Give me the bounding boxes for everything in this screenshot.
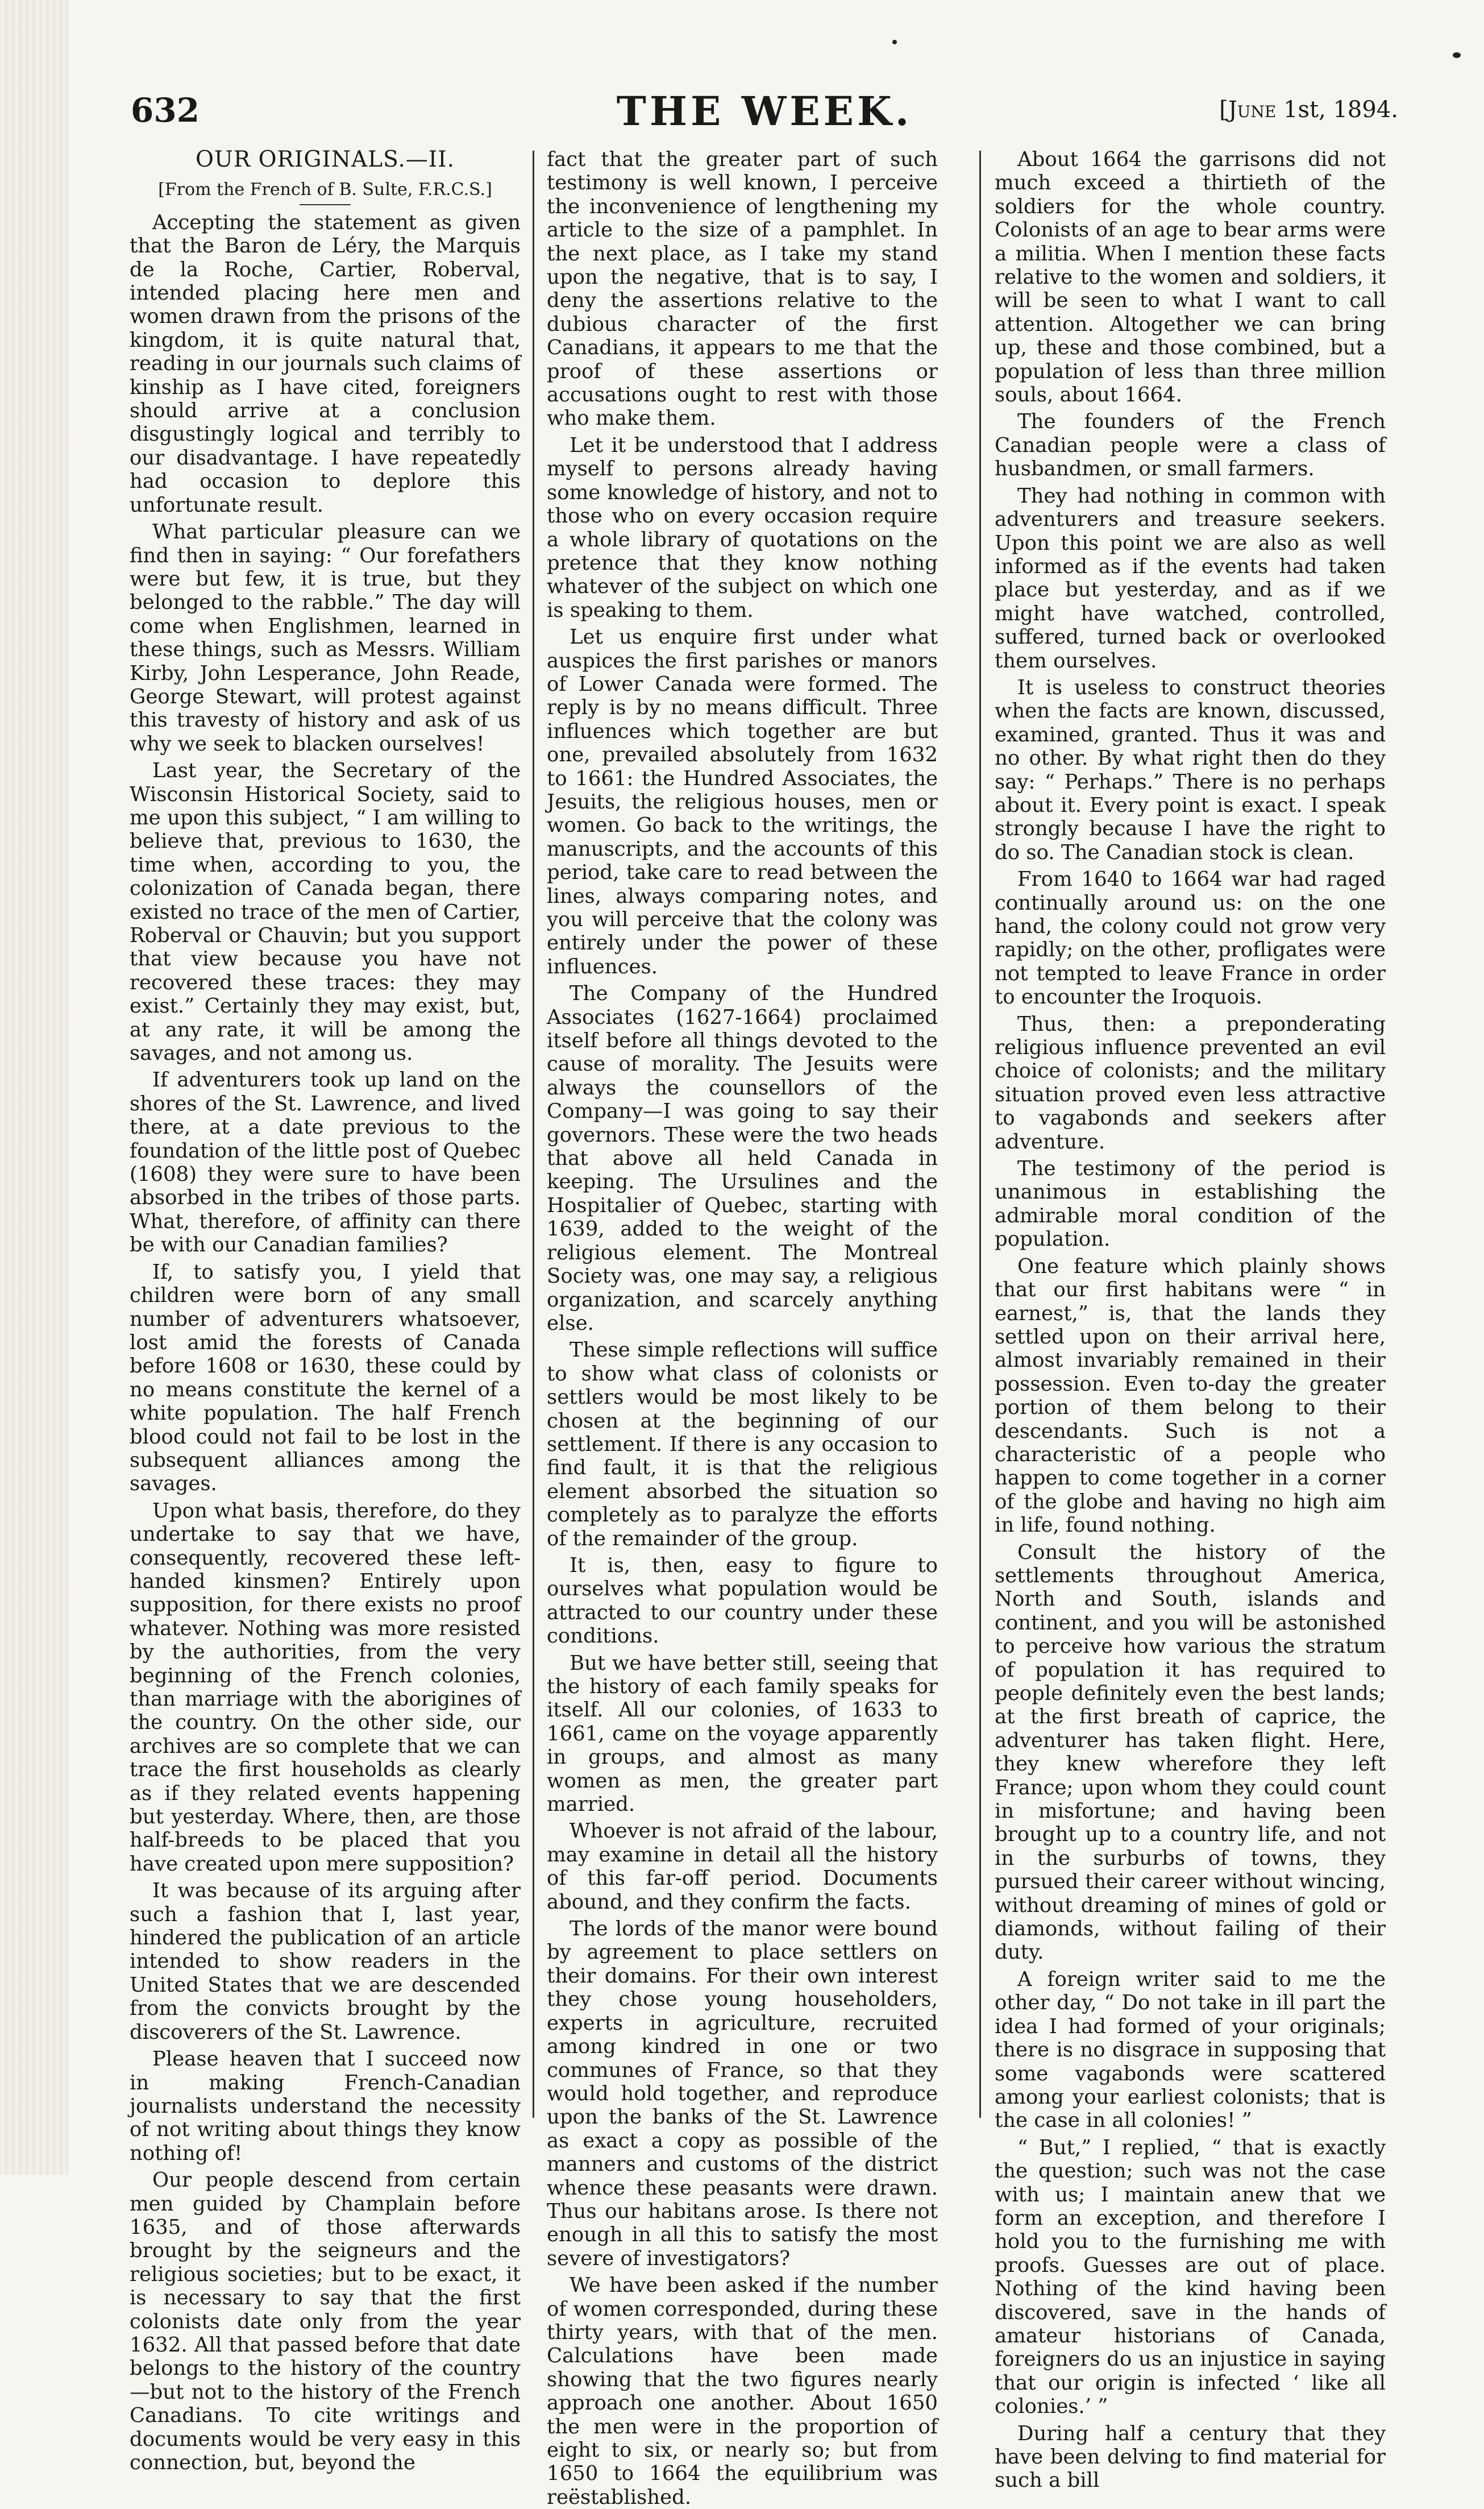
paragraph: The lords of the manor were bound by agreement to place settlers on their domains. For their own interest they chose young householders, experts in agriculture, recruited among kindred in one or two communes of France, so that they would hold together, and reproduce upon the banks of the St. Lawrence as exact a copy as possible of the manners and customs of the district whence these peasants were drawn. Thus our habitans arose. Is there not enough in all this to satisfy the most severe of investigators? <box>547 1917 938 2270</box>
issue-date-month: [June <box>1219 97 1277 123</box>
column-rule <box>533 151 534 2118</box>
paragraph: Thus, then: a preponderating religious influence prevented an evil choice of colonists; and the military situation proved even less attractive to vagabonds and seekers after adventure. <box>995 1012 1386 1154</box>
paragraph: What particular pleasure can we find then in saying: “ Our forefathers were but few, it is true, but they belonged to the rabble.” The day will come when Englishmen, learned in these things, such as Messrs. William Kirby, John Lesperance, John Reade, George Stewart, will protest against this travesty of history and ask of us why we seek to blacken ourselves! <box>130 520 521 756</box>
paragraph: Accepting the statement as given that the Baron de Léry, the Marquis de la Roche, Cartier, Roberval, intended placing here men and women drawn from the prisons of the kingdom, it is quite natural that, reading in our journals such claims of kinship as I have cited, foreigners should arrive at a conclusion disgustingly logical and terribly to our disadvantage. I have repeatedly had occasion to deplore this unfortunate result. <box>130 210 521 517</box>
paragraph: If, to satisfy you, I yield that children were born of any small number of adventurers whatsoever, lost amid the forests of Canada before 1608 or 1630, these could by no means constitute the kernel of a white population. The half French blood could not fail to be lost in the subsequent alliances among the savages. <box>130 1260 521 1496</box>
column-rule <box>979 151 981 2118</box>
paragraph: A foreign writer said to me the other day, “ Do not take in ill part the idea I had formed of your originals; there is no disgrace in supposing that some vagabonds were scattered among your earliest colonists; that is the case in all colonies! ” <box>995 1967 1386 2133</box>
text-column-3 <box>995 148 1386 2493</box>
paragraph: We have been asked if the number of women corresponded, during these thirty years, with that of the men. Calculations have been made showing that the two figures nearly approach one another. About 1650 the men were in the proportion of eight to six, or nearly so; but from 1650 to 1664 the equilibrium was reëstablished. <box>547 2274 938 2509</box>
title-divider <box>300 204 351 205</box>
paragraph: About 1664 the garrisons did not much exceed a thirtieth of the soldiers for the whole country. Colonists of an age to bear arms were a militia. When I mention these facts relative to the women and soldiers, it will be seen to what I want to call attention. Altogether we can bring up, these and those combined, but a population of less than three million souls, about 1664. <box>995 148 1386 407</box>
paragraph: fact that the greater part of such testimony is well known, I perceive the inconvenience of lengthening my article to the size of a pamphlet. In the next place, as I take my stand upon the negative, that is to say, I deny the assertions relative to the dubious character of the first Canadians, it appears to me that the proof of these assertions or accusations ought to rest with those who make them. <box>547 148 938 430</box>
paragraph: Our people descend from certain men guided by Champlain before 1635, and of those afterwards brought by the seigneurs and the religious societies; but to be exact, it is necessary to say that the first colonists date only from the year 1632. All that passed before that date belongs to the history of the country—but not to the history of the French Canadians. To cite writings and documents would be very easy in this connection, but, beyond the <box>130 2168 521 2474</box>
paragraph: These simple reflections will suffice to show what class of colonists or settlers would be most likely to be chosen at the beginning of our settlement. If there is any occasion to find fault, it is that the religious element absorbed the situation so completely as to paralyze the efforts of the remainder of the group. <box>547 1338 938 1550</box>
paragraph: But we have better still, seeing that the history of each family speaks for itself. All our colonies, of 1633 to 1661, came on the voyage apparently in groups, and almost as many women as men, the greater part married. <box>547 1651 938 1817</box>
paragraph: Consult the history of the settlements throughout America, North and South, islands and continent, and you will be astonished to perceive how various the stratum of population it has required to people definitely even the best lands; at the first breath of caprice, the adventurer has taken flight. Here, they knew wherefore they left France; upon whom they could count in misfortune; and having been brought up to a country life, and not in the surburbs of towns, they pursued their career without wincing, without dreaming of mines of gold or diamonds, without failing of their duty. <box>995 1540 1386 1964</box>
article-attribution: [From the French of B. Sulte, F.R.C.S.] <box>158 180 492 200</box>
text-column-2 <box>547 148 938 2509</box>
paragraph: During half a century that they have been delving to find material for such a bill <box>995 2421 1386 2493</box>
text-column-1 <box>130 147 521 2474</box>
paragraph: Let it be understood that I address myself to persons already having some knowledge of history, and not to those who on every occasion require a whole library of quotations on the pretence that they know nothing whatever of the subject on which one is speaking to them. <box>547 433 938 622</box>
ink-speck <box>892 40 897 44</box>
journal-title: THE WEEK. <box>616 88 913 135</box>
paragraph: If adventurers took up land on the shores of the St. Lawrence, and lived there, at a date previous to the foundation of the little post of Quebec (1608) they were sure to have been absorbed in the tribes of those parts. What, therefore, of affinity can there be with our Canadian families? <box>130 1068 521 1257</box>
ink-speck <box>1453 52 1461 58</box>
paragraph: It is useless to construct theories when the facts are known, discussed, examined, granted. Thus it was and no other. By what right then do they say: “ Perhaps.” There is no perhaps about it. Every point is exact. I speak strongly because I have the right to do so. The Canadian stock is clean. <box>995 675 1386 864</box>
page-number: 632 <box>131 91 200 130</box>
paragraph: They had nothing in common with adventurers and treasure seekers. Upon this point we are also as well informed as if the events had taken place but yesterday, and as if we might have watched, controlled, suffered, turned back or overlooked them ourselves. <box>995 484 1386 673</box>
paragraph: Whoever is not afraid of the labour, may examine in detail all the history of this far-off period. Documents abound, and they confirm the facts. <box>547 1819 938 1914</box>
paragraph: The testimony of the period is unanimous in establishing the admirable moral condition of the population. <box>995 1157 1386 1251</box>
paragraph: Last year, the Secretary of the Wisconsin Historical Society, said to me upon this subject, “ I am willing to believe that, previous to 1630, the time when, according to you, the colonization of Canada began, there existed no trace of the men of Cartier, Roberval or Chauvin; but you support that view because you have not recovered these traces: they may exist.” Certainly they may exist, but, at any rate, it will be among the savages, and not among us. <box>130 759 521 1065</box>
paragraph: “ But,” I replied, “ that is exactly the question; such was not the case with us; I maintain anew that we form an exception, and therefore I hold you to the furnishing me with proofs. Guesses are out of place. Nothing of the kind having been discovered, save in the hands of amateur historians of Canada, foreigners do us an injustice in saying that our origin is infected ‘ like all colonies.’ ” <box>995 2135 1386 2419</box>
article-title: OUR ORIGINALS.—II. <box>195 147 455 172</box>
paragraph: Please heaven that I succeed now in making French-Canadian journalists understand the necessity of not writing about things they know nothing of! <box>130 2047 521 2165</box>
paragraph: One feature which plainly shows that our first habitans were “ in earnest,” is, that the lands they settled upon on their arrival here, almost invariably remained in their possession. Even to-day the greater portion of them belong to their descendants. Such is not a characteristic of a people who happen to come together in a corner of the globe and having no high aim in life, found nothing. <box>995 1254 1386 1537</box>
paragraph: From 1640 to 1664 war had raged continually around us: on the one hand, the colony could not grow very rapidly; on the other, profligates were not tempted to leave France in order to encounter the Iroquois. <box>995 868 1386 1009</box>
paragraph: It is, then, easy to figure to ourselves what population would be attracted to our country under these conditions. <box>547 1553 938 1648</box>
paragraph: The Company of the Hundred Associates (1627-1664) proclaimed itself before all things devoted to the cause of morality. The Jesuits were always the counsellors of the Company—I was going to say their governors. These were the two heads that above all held Canada in keeping. The Ursulines and the Hospitalier of Quebec, starting with 1639, added to the weight of the religious element. The Montreal Society was, one may say, a religious organization, and scarcely anything else. <box>547 982 938 1335</box>
issue-date-day-year: 1st, 1894. <box>1276 97 1398 123</box>
binding-gutter <box>0 0 68 2175</box>
page-header <box>131 80 1398 142</box>
paragraph: Let us enquire first under what auspices the first parishes or manors of Lower Canada were formed. The reply is by no means difficult. Three influences which together are but one, prevailed absolutely from 1632 to 1661: the Hundred Associates, the Jesuits, the religious houses, men or women. Go back to the writings, the manuscripts, and the accounts of this period, take care to read between the lines, always comparing notes, and you will perceive that the colony was entirely under the power of these influences. <box>547 625 938 978</box>
issue-date <box>1219 97 1398 123</box>
paragraph: The founders of the French Canadian people were a class of husbandmen, or small farmers. <box>995 410 1386 481</box>
paragraph: It was because of its arguing after such a fashion that I, last year, hindered the publication of an article intended to show readers in the United States that we are descended from the convicts brought by the discoverers of the St. Lawrence. <box>130 1879 521 2044</box>
paragraph: Upon what basis, therefore, do they undertake to say that we have, consequently, recovered these left-handed kinsmen? Entirely upon supposition, for there exists no proof whatever. Nothing was more resisted by the authorities, from the very beginning of the French colonies, than marriage with the aborigines of the country. On the other side, our archives are so complete that we can trace the first households as clearly as if they related events happening but yesterday. Where, then, are those half-breeds to be placed that you have created upon mere supposition? <box>130 1499 521 1876</box>
